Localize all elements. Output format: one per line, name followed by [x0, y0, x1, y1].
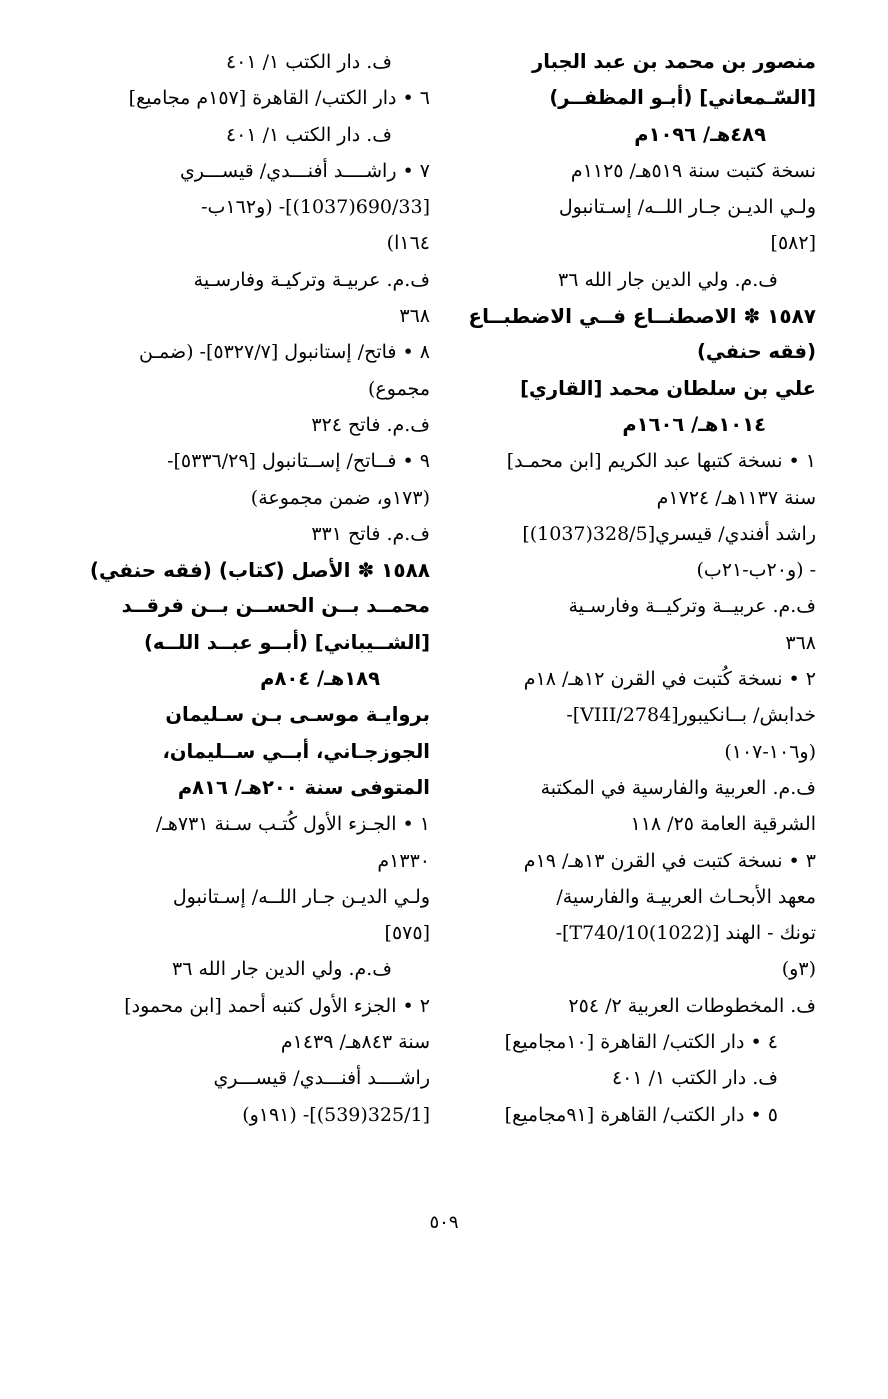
text-line: [السّـمعاني] (أبـو المظفــر): [549, 86, 816, 110]
text-line: ٣ • نسخة كتبت في القرن ١٣هـ/ ١٩م: [523, 849, 816, 872]
text-line: (فقه حنفي): [696, 340, 816, 364]
text-line: [الشــيباني] (أبــو عبــد اللــه): [143, 630, 430, 654]
text-line: ١ • نسخة كتبها عبد الكريم [ابن محمـد]: [506, 450, 816, 473]
text-line: ف.م. ولي الدين جار الله ٣٦: [171, 958, 392, 981]
text-line: راشــــد أفنـــدي/ قيســـري: [213, 1067, 430, 1090]
text-line: ١٠١٤هـ/ ١٦٠٦م: [622, 412, 766, 436]
text-line: ١٥٨٧ ✽ الاصطنــاع فــي الاضطبــاع: [468, 304, 816, 329]
text-line: [690/33(1037)]- (و١٦٢ب-: [201, 196, 430, 219]
text-line: سنة ١١٣٧هـ/ ١٧٢٤م: [656, 486, 816, 509]
text-line: ف. دار الكتب ١/ ٤٠١: [611, 1067, 778, 1090]
text-line: - (و٢٠ب-٢١ب): [696, 559, 816, 582]
text-line: ٤ • دار الكتب/ القاهرة [١٠مجاميع]: [504, 1031, 778, 1054]
text-line: الشرقية العامة ٢٥/ ١١٨: [630, 813, 816, 836]
text-line: ١ • الجـزء الأول كُتـب سـنة ٧٣١هـ/: [155, 813, 430, 836]
text-line: خدابش/ بــانكيبور[2784/VIII]-: [566, 704, 816, 727]
text-line: نسخة كتبت سنة ٥١٩هـ/ ١١٢٥م: [570, 159, 816, 182]
text-line: ف.م. العربية والفارسية في المكتبة: [540, 776, 816, 799]
text-line: ١٥٨٨ ✽ الأصل (كتاب) (فقه حنفي): [89, 558, 430, 583]
text-line: ٦ • دار الكتب/ القاهرة [١٥٧م مجاميع]: [128, 87, 430, 110]
text-line: [٥٨٢]: [770, 232, 816, 255]
text-line: ٥ • دار الكتب/ القاهرة [٩١مجاميع]: [504, 1103, 778, 1126]
text-line: ف.م. عربيــة وتركيــة وفارسـية: [568, 595, 816, 618]
page-number: ٥٠٩: [429, 1212, 459, 1233]
text-line: سنة ٨٤٣هـ/ ١٤٣٩م: [280, 1031, 430, 1054]
text-line: علي بن سلطان محمد [القاري]: [520, 376, 816, 400]
text-line: ٣٦٨: [399, 305, 430, 328]
text-line: ٣٦٨: [785, 631, 816, 654]
text-line: ف. دار الكتب ١/ ٤٠١: [225, 123, 392, 146]
text-line: ف.م. فاتح ٣٢٤: [311, 413, 430, 436]
text-line: ٨ • فاتح/ إستانبول [٥٣٢٧/٧]- (ضمـن: [138, 341, 430, 364]
text-line: منصور بن محمد بن عبد الجبار: [532, 50, 816, 73]
text-line: الجوزجـاني، أبــي ســليمان،: [162, 739, 430, 763]
text-line: ف. دار الكتب ١/ ٤٠١: [225, 51, 392, 73]
text-line: ولـي الديـن جـار اللــه/ إسـتانبول: [558, 196, 816, 219]
left-column: [54, 44, 430, 1133]
text-line: ف.م. فاتح ٣٣١: [311, 522, 430, 545]
text-line: تونك - الهند [T740/10(1022)]-: [555, 922, 816, 945]
text-line: محمــد بــن الحســن بــن فرقــد: [121, 594, 430, 618]
text-line: (١٧٣و، ضمن مجموعة): [250, 486, 430, 509]
text-line: ف. المخطوطات العربية ٢/ ٢٥٤: [568, 994, 816, 1017]
text-line: راشد أفندي/ قيسري[328/5(1037)]: [522, 522, 816, 545]
text-line: معهد الأبحـاث العربيـة والفارسية/: [556, 885, 816, 908]
text-line: مجموع): [368, 377, 430, 400]
text-line: [325/1(539)]- (١٩١و): [242, 1103, 430, 1126]
text-line: ف.م. ولي الدين جار الله ٣٦: [557, 268, 778, 291]
right-column: [454, 44, 816, 1133]
text-line: ١٨٩هـ/ ٨٠٤م: [260, 667, 380, 691]
text-line: ٤٨٩هـ/ ١٠٩٦م: [634, 122, 766, 146]
text-line: المتوفى سنة ٢٠٠هـ/ ٨١٦م: [177, 775, 430, 799]
text-line: (٣و): [781, 958, 816, 981]
text-line: ٧ • راشــــد أفنـــدي/ قيســـري: [179, 159, 430, 182]
text-line: بروايـة موسـى بـن سـليمان: [165, 703, 430, 727]
text-line: ولـي الديـن جـار اللــه/ إسـتانبول: [172, 885, 430, 908]
text-line: ٢ • نسخة كُتبت في القرن ١٢هـ/ ١٨م: [523, 668, 816, 691]
text-line: ١٣٣٠م: [377, 849, 430, 872]
text-line: [٥٧٥]: [384, 922, 430, 945]
text-line: ٩ • فــاتح/ إســتانبول [٥٣٣٦/٢٩]-: [167, 450, 430, 473]
text-line: ٢ • الجزء الأول كتبه أحمد [ابن محمود]: [124, 994, 430, 1017]
text-line: (و١٠٦-١٠٧): [724, 740, 816, 763]
text-line: ١٦٤ا): [386, 232, 430, 255]
text-line: ف.م. عربيـة وتركيـة وفارسـية: [193, 268, 430, 291]
